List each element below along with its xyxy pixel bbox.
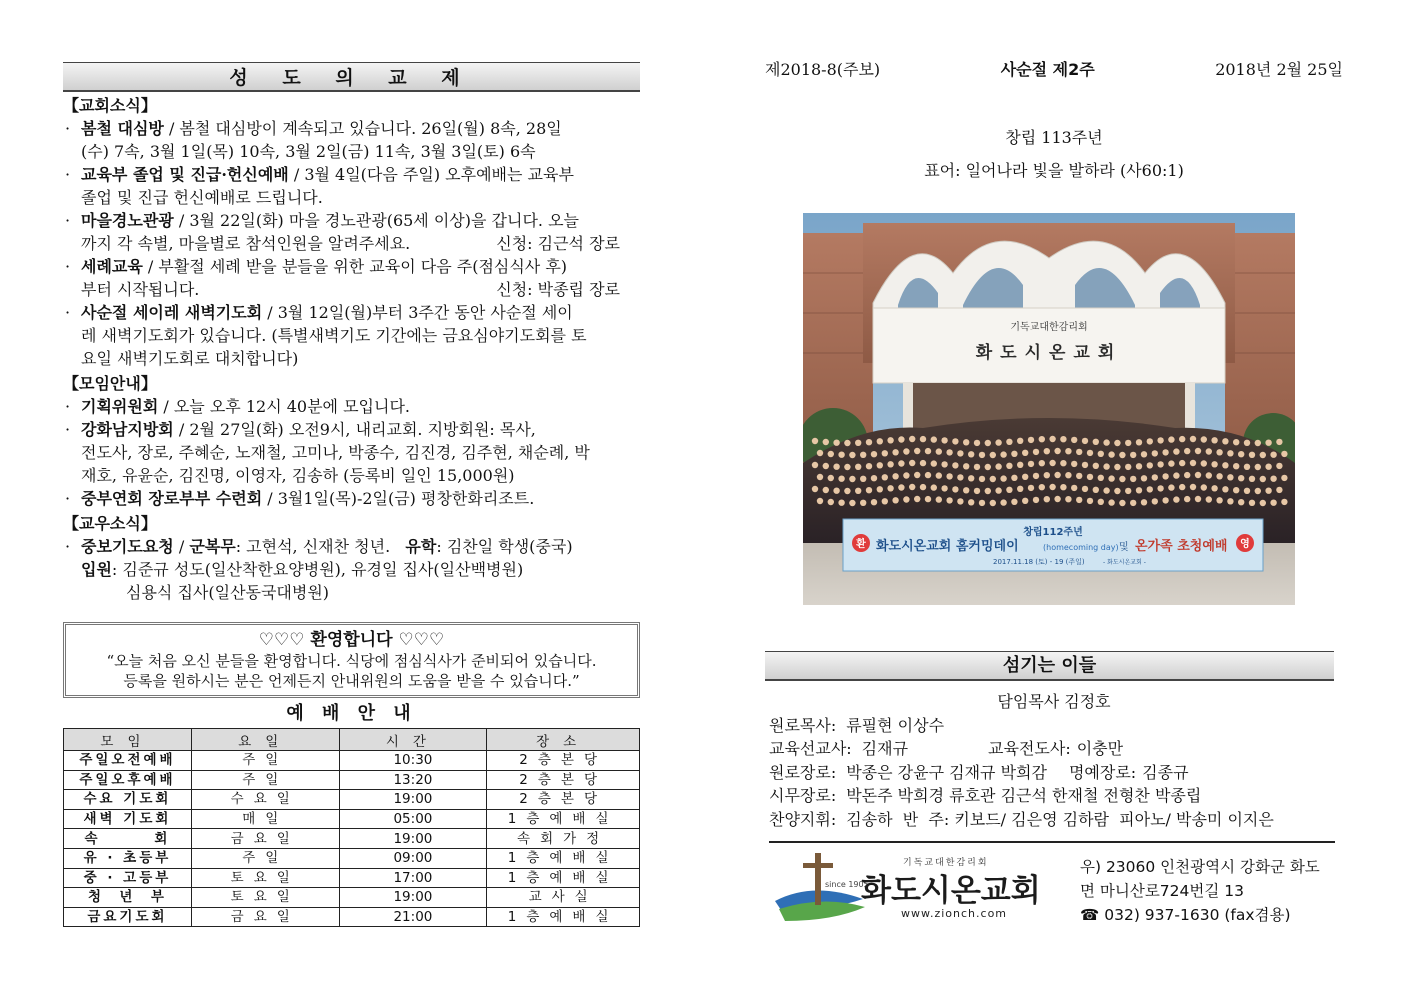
day-cell: 금요일 <box>191 829 339 849</box>
time-cell: 21:00 <box>339 907 487 927</box>
news-item-title: 마을경노관광 <box>81 211 174 230</box>
bullet-dot: · <box>65 211 71 230</box>
banner-date: 2017.11.18 (토) - 19 (주일) <box>993 558 1085 566</box>
servant-role: 명예장로: <box>1068 762 1137 782</box>
banner-right-char: 영 <box>1240 539 1250 550</box>
meeting-name-cell: 새벽 기도회 <box>64 809 192 829</box>
servant-row <box>769 737 1339 761</box>
phone-line <box>1080 903 1350 927</box>
news-item <box>63 301 640 324</box>
hospital-names: : 김준규 성도(일산착한요양병원), 유경일 집사(일산백병원) <box>111 560 524 579</box>
news-item <box>63 255 640 278</box>
news-item-continuation: 요일 새벽기도회로 대치합니다) <box>81 349 299 368</box>
news-item-text: / 3월 22일(화) 마을 경노관광(65세 이상)을 갑니다. 오늘 <box>173 211 579 230</box>
news-item-continuation-text: 부터 시작됩니다. <box>81 280 200 299</box>
church-news-list <box>63 117 640 370</box>
servant-role: 시무장로: <box>769 786 837 805</box>
news-item-applicant: 신청: 박종립 장로 <box>496 280 620 299</box>
location-cell: 1층예배실 <box>487 868 640 888</box>
bullet-dot: · <box>65 257 71 276</box>
time-cell: 10:30 <box>339 751 487 771</box>
meeting-name-cell: 유 · 초등부 <box>64 848 192 868</box>
left-page <box>63 62 640 927</box>
time-cell: 19:00 <box>339 888 487 908</box>
right-page <box>765 58 1343 924</box>
welcome-line-1: “오늘 처음 오신 분들을 환영합니다. 식당에 점심식사가 준비되어 있습니다. <box>106 652 597 670</box>
study-abroad-label: 유학 <box>405 537 437 556</box>
bullet-dot: · <box>65 119 71 138</box>
news-item <box>63 209 640 232</box>
meetings-item <box>63 395 640 418</box>
sign-church-name: 화도시온교회 <box>975 343 1123 363</box>
banner-anniversary: 창립112주년 <box>1023 527 1083 538</box>
meetings-item-text: / 오늘 오후 12시 40분에 모입니다. <box>158 397 411 416</box>
time-cell: 17:00 <box>339 868 487 888</box>
servant-role: 원로목사: <box>769 715 837 735</box>
news-item <box>63 117 640 140</box>
location-cell: 1층예배실 <box>487 848 640 868</box>
bullet-dot: · <box>65 489 71 508</box>
logo-church-name: 화도시온교회 <box>861 873 1041 909</box>
welcome-title: ♡♡♡ 환영합니다 ♡♡♡ <box>258 630 445 650</box>
day-cell: 주일 <box>191 751 339 771</box>
meeting-name-cell: 청 년 부 <box>64 888 192 908</box>
address-line-2: 면 마니산로724번길 13 <box>1080 882 1244 900</box>
day-cell: 토요일 <box>191 888 339 908</box>
servant-row <box>769 808 1339 832</box>
table-row <box>64 790 640 810</box>
bullet-dot: · <box>65 397 71 416</box>
prayer-label: 중보기도요청 <box>81 537 174 556</box>
meeting-name-cell: 주일오후예배 <box>64 770 192 790</box>
location-cell: 속회가정 <box>487 829 640 849</box>
bulletin-header <box>765 58 1343 82</box>
welcome-line-2: 등록을 원하시는 분은 언제든지 안내위원의 도움을 받을 수 있습니다.” <box>123 672 580 690</box>
day-cell: 금요일 <box>191 907 339 927</box>
church-address <box>1080 855 1350 927</box>
meetings-list <box>63 395 640 510</box>
meetings-item-text: / 2월 27일(화) 오전9시, 내리교회. 지방회원: 목사, <box>173 420 536 439</box>
bullet-dot: · <box>65 420 71 439</box>
location-cell: 1층예배실 <box>487 809 640 829</box>
servants-list <box>769 690 1339 843</box>
study-abroad-names: : 김찬일 학생(중국) <box>436 537 573 556</box>
banner-left-char: 환 <box>856 539 866 550</box>
servant-row <box>769 784 1339 808</box>
hospital-item <box>63 558 640 581</box>
time-cell: 19:00 <box>339 790 487 810</box>
servant-rows <box>769 714 1339 832</box>
meeting-name-cell: 속 회 <box>64 829 192 849</box>
address-line-1: 우) 23060 인천광역시 강화군 화도 <box>1080 858 1320 876</box>
meetings-heading: 【모임안내】 <box>63 374 157 393</box>
servant-names: 김송하 반 주: 키보드/ 김은영 김하람 피아노/ 박송미 이지은 <box>846 809 1274 829</box>
news-item-title: 세례교육 <box>81 257 143 276</box>
logo-denomination: 기독교대한감리회 <box>903 858 989 868</box>
group-photo-illustration <box>803 213 1295 605</box>
meetings-item-title: 강화남지방회 <box>81 420 174 439</box>
church-logo-mark <box>773 851 1073 931</box>
table-row <box>64 848 640 868</box>
news-item-text: / 3월 4일(다음 주일) 오후예배는 교육부 <box>288 165 574 184</box>
bullet-dot: · <box>65 165 71 184</box>
issue-number: 제2018-8(주보) <box>765 60 881 79</box>
news-item-text: / 부활절 세례 받을 분들을 위한 교육이 다음 주(점심식사 후) <box>142 257 568 276</box>
prayer-request-item: · 중보기도요청 / 군복무: 고현석, 신재찬 청년. 유학: 김찬일 학생(중국) <box>65 537 573 556</box>
location-cell: 1층예배실 <box>487 907 640 927</box>
bullet-dot: · <box>65 303 71 322</box>
table-header-cell: 모임 <box>64 729 192 751</box>
meeting-name-cell: 주일오전예배 <box>64 751 192 771</box>
banner-paren-text: (homecoming day) <box>1043 543 1119 552</box>
day-cell: 주일 <box>191 848 339 868</box>
banner-main-text: 화도시온교회 홈커밍데이 <box>876 539 1019 554</box>
servant-role: 찬양지휘: <box>769 809 837 829</box>
news-item-continuation: 졸업 및 진급 헌신예배로 드립니다. <box>81 188 323 207</box>
location-cell: 2층본당 <box>487 751 640 771</box>
meeting-name-cell: 금요기도회 <box>64 907 192 927</box>
servants-banner: 섬기는 이들 <box>765 651 1334 681</box>
welcome-box <box>63 622 640 698</box>
news-item-continuation: 레 새벽기도회가 있습니다. (특별새벽기도 기간에는 금요심야기도회를 토 <box>81 326 587 345</box>
military-label: 군복무 <box>189 537 236 556</box>
servant-names: 박돈주 박희경 류호관 김근석 한재철 전형찬 박종립 <box>846 786 1202 805</box>
separator: / <box>173 537 190 556</box>
table-header-cell: 시간 <box>339 729 487 751</box>
table-row <box>64 868 640 888</box>
meetings-item-continuation: 전도사, 장로, 주혜순, 노재철, 고미나, 박종수, 김진경, 김주현, 채순례, 박 <box>81 443 590 462</box>
worship-schedule-title: 예 배 안 내 <box>286 703 417 724</box>
senior-pastor: 담임목사 김정호 <box>997 692 1111 711</box>
location-cell: 2층본당 <box>487 790 640 810</box>
fellowship-banner: 성 도 의 교 제 <box>63 62 640 92</box>
servant-names: 김재규 <box>861 739 909 758</box>
servant-row <box>769 761 1339 785</box>
sign-denomination: 기독교대한감리회 <box>1010 322 1088 333</box>
phone-icon: ☎ <box>1080 906 1100 924</box>
time-cell: 13:20 <box>339 770 487 790</box>
servant-role: 교육선교사: <box>769 739 852 758</box>
table-header-cell: 요일 <box>191 729 339 751</box>
liturgical-season: 사순절 제2주 <box>1000 60 1095 79</box>
meetings-item-continuation: 재호, 유윤순, 김진명, 이영자, 김송하 (등록비 일인 15,000원) <box>81 466 515 485</box>
meetings-item-title: 기획위원회 <box>81 397 159 416</box>
servant-role: 원로장로: <box>769 762 837 782</box>
news-item-text: / 봄철 대심방이 계속되고 있습니다. 26일(월) 8속, 28일 <box>163 119 562 138</box>
table-row <box>64 809 640 829</box>
military-names: : 고현석, 신재찬 청년. <box>235 537 391 556</box>
news-item-title: 교육부 졸업 및 진급·헌신예배 <box>81 165 289 184</box>
time-cell: 19:00 <box>339 829 487 849</box>
meetings-item-text: / 3월1일(목)-2일(금) 평창한화리조트. <box>262 489 535 508</box>
worship-schedule-table <box>63 728 640 927</box>
news-item-applicant: 신청: 김근석 장로 <box>496 234 620 253</box>
table-row <box>64 829 640 849</box>
bulletin-date: 2018년 2월 25일 <box>1215 60 1343 79</box>
day-cell: 수요일 <box>191 790 339 810</box>
meetings-item <box>63 418 640 441</box>
logo-since: since 1905 <box>825 880 869 889</box>
motto-line: 표어: 일어나라 빛을 발하라 (사60:1) <box>924 161 1184 180</box>
banner-end-text: 온가족 초청예배 <box>1135 539 1228 554</box>
news-item <box>63 163 640 186</box>
location-cell: 교사실 <box>487 888 640 908</box>
table-row <box>64 907 640 927</box>
servant-names: 박종은 강윤구 김재규 박희감 <box>846 762 1047 782</box>
news-item-continuation <box>63 232 640 255</box>
meeting-name-cell: 중 · 고등부 <box>64 868 192 888</box>
servant-row <box>769 714 1339 738</box>
footer-divider <box>769 841 1335 843</box>
banner-organizer: - 화도시온교회 - <box>1103 559 1146 566</box>
logo-url: www.zionch.com <box>901 907 1008 920</box>
news-item-continuation: (수) 7속, 3월 1일(목) 10속, 3월 2일(금) 11속, 3월 3일(토) 6속 <box>81 142 536 161</box>
table-row <box>64 770 640 790</box>
members-heading: 【교우소식】 <box>63 514 157 533</box>
anniversary-line: 창립 113주년 <box>1005 128 1103 147</box>
day-cell: 매일 <box>191 809 339 829</box>
news-item-title: 봄철 대심방 <box>81 119 164 138</box>
location-cell: 2층본당 <box>487 770 640 790</box>
meetings-item <box>63 487 640 510</box>
meeting-name-cell: 수요 기도회 <box>64 790 192 810</box>
table-row <box>64 888 640 908</box>
news-item-text: / 3월 12일(월)부터 3주간 동안 사순절 세이 <box>262 303 573 322</box>
table-row <box>64 751 640 771</box>
news-item-title: 사순절 세이레 새벽기도회 <box>81 303 263 322</box>
church-group-photo <box>803 213 1295 605</box>
servant-role: 교육전도사: <box>988 739 1071 758</box>
news-item-continuation-text: 까지 각 속별, 마을별로 참석인원을 알려주세요. <box>81 234 411 253</box>
servant-names: 류필현 이상수 <box>846 715 945 735</box>
meetings-item-title: 중부연회 장로부부 수련회 <box>81 489 263 508</box>
time-cell: 09:00 <box>339 848 487 868</box>
hospital-label: 입원 <box>81 560 112 579</box>
phone-number: 032) 937-1630 (fax겸용) <box>1104 906 1291 924</box>
hospital-continuation: 심용식 집사(일산동국대병원) <box>126 583 330 602</box>
table-header-cell: 장소 <box>487 729 640 751</box>
news-heading: 【교회소식】 <box>63 96 157 115</box>
day-cell: 토요일 <box>191 868 339 888</box>
servant-names: 김종규 <box>1142 762 1189 782</box>
logo-cross-icon <box>815 853 821 905</box>
servant-names: 이충만 <box>1076 739 1124 758</box>
day-cell: 주일 <box>191 770 339 790</box>
banner-and: 및 <box>1119 542 1129 553</box>
table-header-row <box>64 729 640 751</box>
time-cell: 05:00 <box>339 809 487 829</box>
news-item-continuation <box>63 278 640 301</box>
church-logo <box>773 851 1073 931</box>
